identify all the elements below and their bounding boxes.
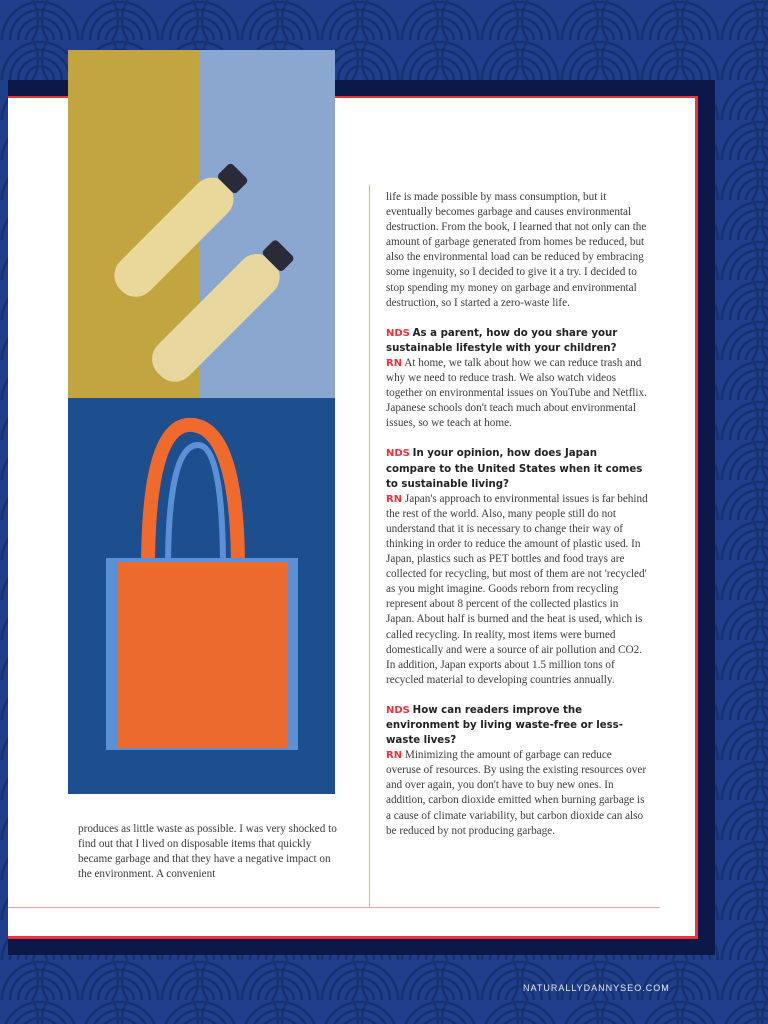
right-column-text: [386, 190, 648, 854]
respondent-tag: RN: [386, 357, 403, 369]
qa-block: [386, 703, 648, 839]
interviewer-tag: NDS: [386, 448, 410, 460]
answer: Minimizing the amount of garbage can reduce overuse of resources. By using the existing resources over and over again, you don't have to buy new ones. In addition, carbon dioxide emitted when burning garbage is a cause of climate variability, but carbon dioxide can also be reduced by not producing garbage.: [386, 749, 647, 837]
interviewer-tag: NDS: [386, 704, 410, 716]
respondent-tag: RN: [386, 750, 403, 762]
qa-block: [386, 326, 648, 432]
paragraph: life is made possible by mass consumption, but it eventually becomes garbage and causes environmental destruction. From the book, I learned that not only can the amount of garbage generated from homes be reduced, but also the environmental load can be reduced by embracing some ingenuity, so I decided to give it a try. I decided to stop spending my money on garbage and environmental destruction, so I started a zero-waste life.: [386, 191, 647, 309]
paragraph: produces as little waste as possible. I was very shocked to find out that I lived on disposable items that quickly became garbage and that they have a negative impact on the environment. A convenient: [78, 823, 337, 881]
question: As a parent, how do you share your sustainable lifestyle with your children?: [386, 327, 618, 354]
footer-url[interactable]: NATURALLYDANNYSEO.COM: [523, 983, 670, 993]
left-column-text: [78, 822, 340, 897]
answer: At home, we talk about how we can reduce trash and why we need to reduce trash. We also watch videos together on environmental issues on YouTube and Netflix. Japanese schools don't teach much about environmental issues, so we teach at home.: [386, 356, 647, 430]
interviewer-tag: NDS: [386, 327, 410, 339]
qa-block: [386, 446, 648, 688]
bottom-rule: [8, 907, 660, 908]
respondent-tag: RN: [386, 493, 403, 505]
product-photo: [68, 50, 335, 794]
question: How can readers improve the environment by living waste-free or less-waste lives?: [386, 704, 623, 747]
column-divider: [369, 185, 370, 907]
answer: Japan's approach to environmental issues is far behind the rest of the world. Also, many people still do not understand that it is necessary to change their way of thinking in order to reduce the amount of plastic used. In Japan, plastics such as PET bottles and food trays are collected for recycling, but most of them are not 'recycled' as you might imagine. Goods reborn from recycling represent about 8 percent of the collected plastics in Japan. About half is burned and the heat is used, which is called recycling. In reality, most items were burned domestically and were a source of air pollution and CO2. In addition, Japan exports about 1.5 million tons of recycled material to developing countries annually.: [386, 492, 648, 686]
question: In your opinion, how does Japan compare to the United States when it comes to sustainable living?: [386, 448, 643, 490]
